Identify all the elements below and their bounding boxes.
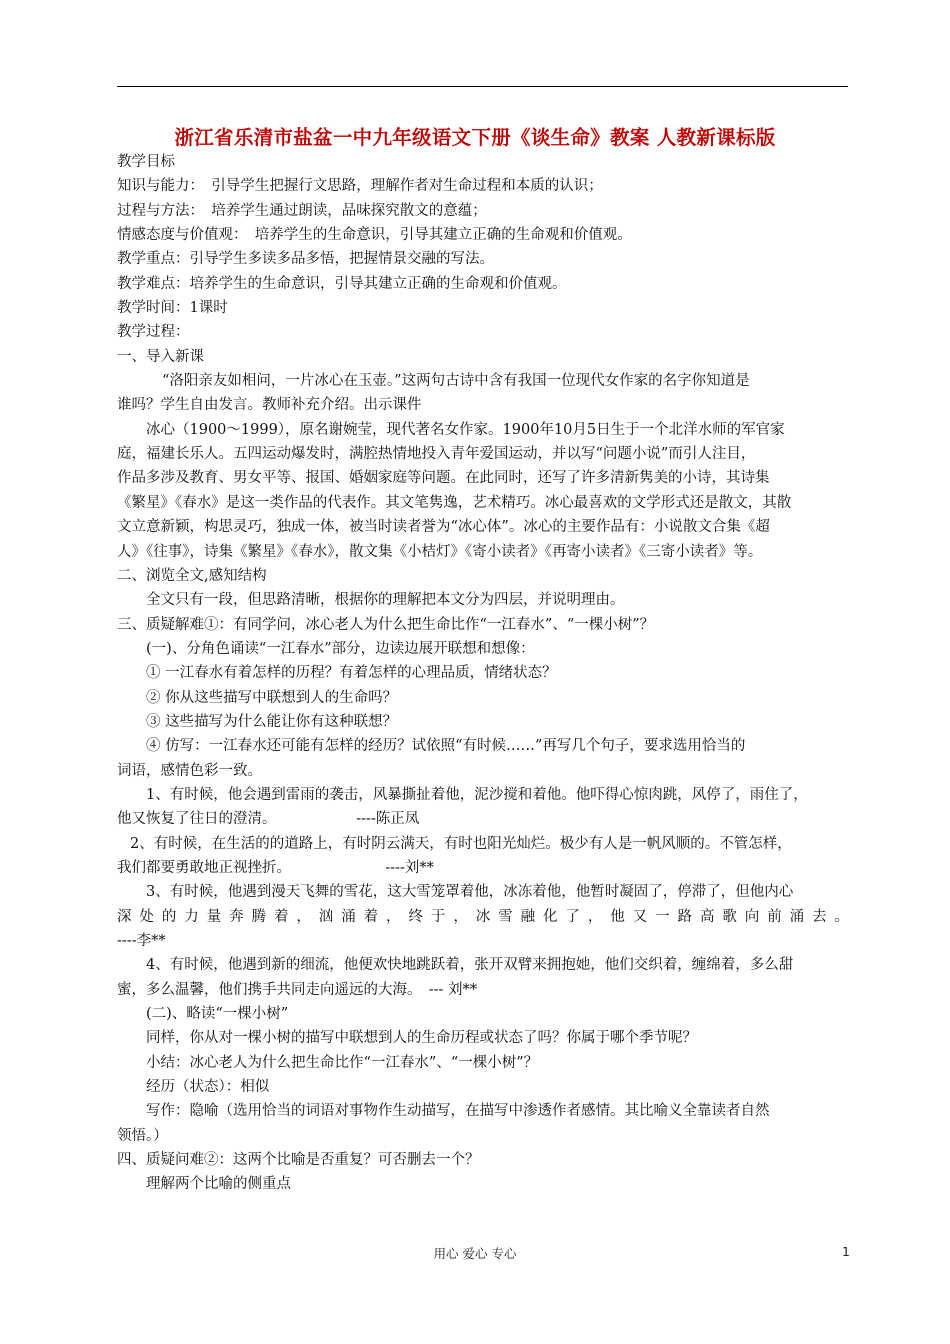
- text-line: 教学时间：1课时: [117, 300, 228, 317]
- text-line: 知识与能力： 引导学生把握行文思路，理解作者对生命过程和本质的认识；: [117, 178, 603, 195]
- text-line: “洛阳亲友如相问，一片冰心在玉壶。”这两句古诗中含有我国一位现代女作家的名字你知道是: [162, 373, 750, 390]
- text-line: 理解两个比喻的侧重点: [146, 1176, 291, 1193]
- text-line: 《繁星》《春水》是这一类作品的代表作。其文笔隽逸，艺术精巧。冰心最喜欢的文学形式还是散文，其散: [117, 494, 792, 511]
- text-line: 教学过程：: [117, 324, 190, 341]
- text-line: 小结：冰心老人为什么把生命比作“一江春水”、“一棵小树”？: [146, 1054, 539, 1071]
- text-line: 经历（状态）：相似: [146, 1079, 270, 1096]
- text-line: 同样，你从对一棵小树的描写中联想到人的生命历程或状态了吗？你属于哪个季节呢？: [146, 1030, 697, 1047]
- document-body: [117, 150, 849, 1197]
- text-line: (二)、略读“一棵小树”: [146, 1006, 289, 1023]
- text-line: 蜜，多么温馨，他们携手共同走向遥远的大海。 --- 刘**: [117, 981, 478, 998]
- text-line: 情感态度与价值观： 培养学生的生命意识，引导其建立正确的生命观和价值观。: [117, 227, 632, 244]
- text-line: 过程与方法： 培养学生通过朗读，品味探究散文的意蕴；: [117, 202, 487, 219]
- text-line: 全文只有一段，但思路清晰，根据你的理解把本文分为四层，并说明理由。: [146, 592, 625, 609]
- text-line: 文立意新颖，构思灵巧，独成一体，被当时读者誉为“冰心体”。冰心的主要作品有：小说散文合集《超: [117, 519, 770, 536]
- text-line: ② 你从这些描写中联想到人的生命吗？: [146, 689, 398, 706]
- text-line: 他又恢复了往日的澄清。 ----陈正凤: [117, 811, 420, 828]
- text-line: 冰心（1900～1999），原名谢婉莹，现代著名女作家。1900年10月5日生于一个北洋水师的军官家: [146, 421, 785, 438]
- text-line: ----李**: [117, 933, 166, 949]
- text-line: 1、有时候，他会遇到雷雨的袭击，风暴撕扯着他，泥沙搅和着他。他吓得心惊肉跳，风停了，雨住了，: [146, 786, 808, 803]
- text-line: 人》《往事》，诗集《繁星》《春水》，散文集《小桔灯》《寄小读者》《再寄小读者》《三寄小读者》等。: [117, 543, 763, 560]
- text-line: ④ 仿写：一江春水还可能有怎样的经历？试依照“有时候……”再写几个句子，要求选用恰当的: [146, 738, 746, 755]
- footer-motto: 用心 爱心 专心: [433, 1246, 517, 1261]
- section-heading: 一、导入新课: [117, 348, 204, 365]
- text-line: 深处的力量奔腾着，汹涌着，终于，冰雪融化了，他又一路高歌向前涌去。: [117, 908, 849, 925]
- text-line: 词语，感情色彩一致。: [117, 762, 262, 779]
- text-line: 教学难点：培养学生的生命意识，引导其建立正确的生命观和价值观。: [117, 275, 567, 292]
- text-line: 3、有时候，他遇到漫天飞舞的雪花，这大雪笼罩着他，冰冻着他，他暂时凝固了，停滞了，但他内心: [146, 884, 794, 901]
- text-line: 谁吗？学生自由发言。教师补充介绍。出示课件: [117, 397, 422, 414]
- text-line: 写作：隐喻（选用恰当的词语对事物作生动描写，在描写中渗透作者感情。其比喻义全靠读者自然: [146, 1103, 770, 1120]
- text-line: 庭，福建长乐人。五四运动爆发时，满腔热情地投入青年爱国运动，并以写“问题小说”而引人注目，: [117, 446, 756, 463]
- section-heading: 二、浏览全文,感知结构: [117, 567, 267, 584]
- text-line: ① 一江春水有着怎样的历程？有着怎样的心理品质，情绪状态？: [146, 665, 557, 682]
- section-heading: 三、质疑解难①：有同学问，冰心老人为什么把生命比作“一江春水”、“一棵小树”？: [117, 616, 655, 633]
- page-number: 1: [842, 1244, 850, 1259]
- text-line: 4、有时候，他遇到新的细流，他便欢快地跳跃着，张开双臂来拥抱她，他们交织着，缠绵着，多么甜: [146, 957, 794, 974]
- text-line: 我们都要勇敢地正视挫折。 ----刘**: [117, 859, 434, 876]
- header-rule: [117, 86, 848, 87]
- text-line: (一)、分角色诵读“一江春水”部分，边读边展开联想和想像：: [146, 640, 535, 657]
- section-heading: 四、质疑问难②：这两个比喻是否重复？可否删去一个？: [117, 1152, 480, 1169]
- text-line: 作品多涉及教育、男女平等、报国、婚姻家庭等问题。在此同时，还写了许多清新隽美的小诗，其诗集: [117, 470, 770, 487]
- text-line: 教学目标: [117, 154, 175, 170]
- text-line: ③ 这些描写为什么能让你有这种联想？: [146, 713, 398, 730]
- document-title: 浙江省乐清市盐盆一中九年级语文下册《谈生命》教案 人教新课标版: [174, 126, 776, 149]
- text-line: 教学重点：引导学生多读多品多悟，把握情景交融的写法。: [117, 251, 494, 268]
- text-line: 2、有时候，在生活的的道路上，有时阴云满天，有时也阳光灿烂。极少有人是一帆风顺的。不管怎样，: [130, 835, 792, 852]
- text-line: 领悟。）: [117, 1127, 168, 1144]
